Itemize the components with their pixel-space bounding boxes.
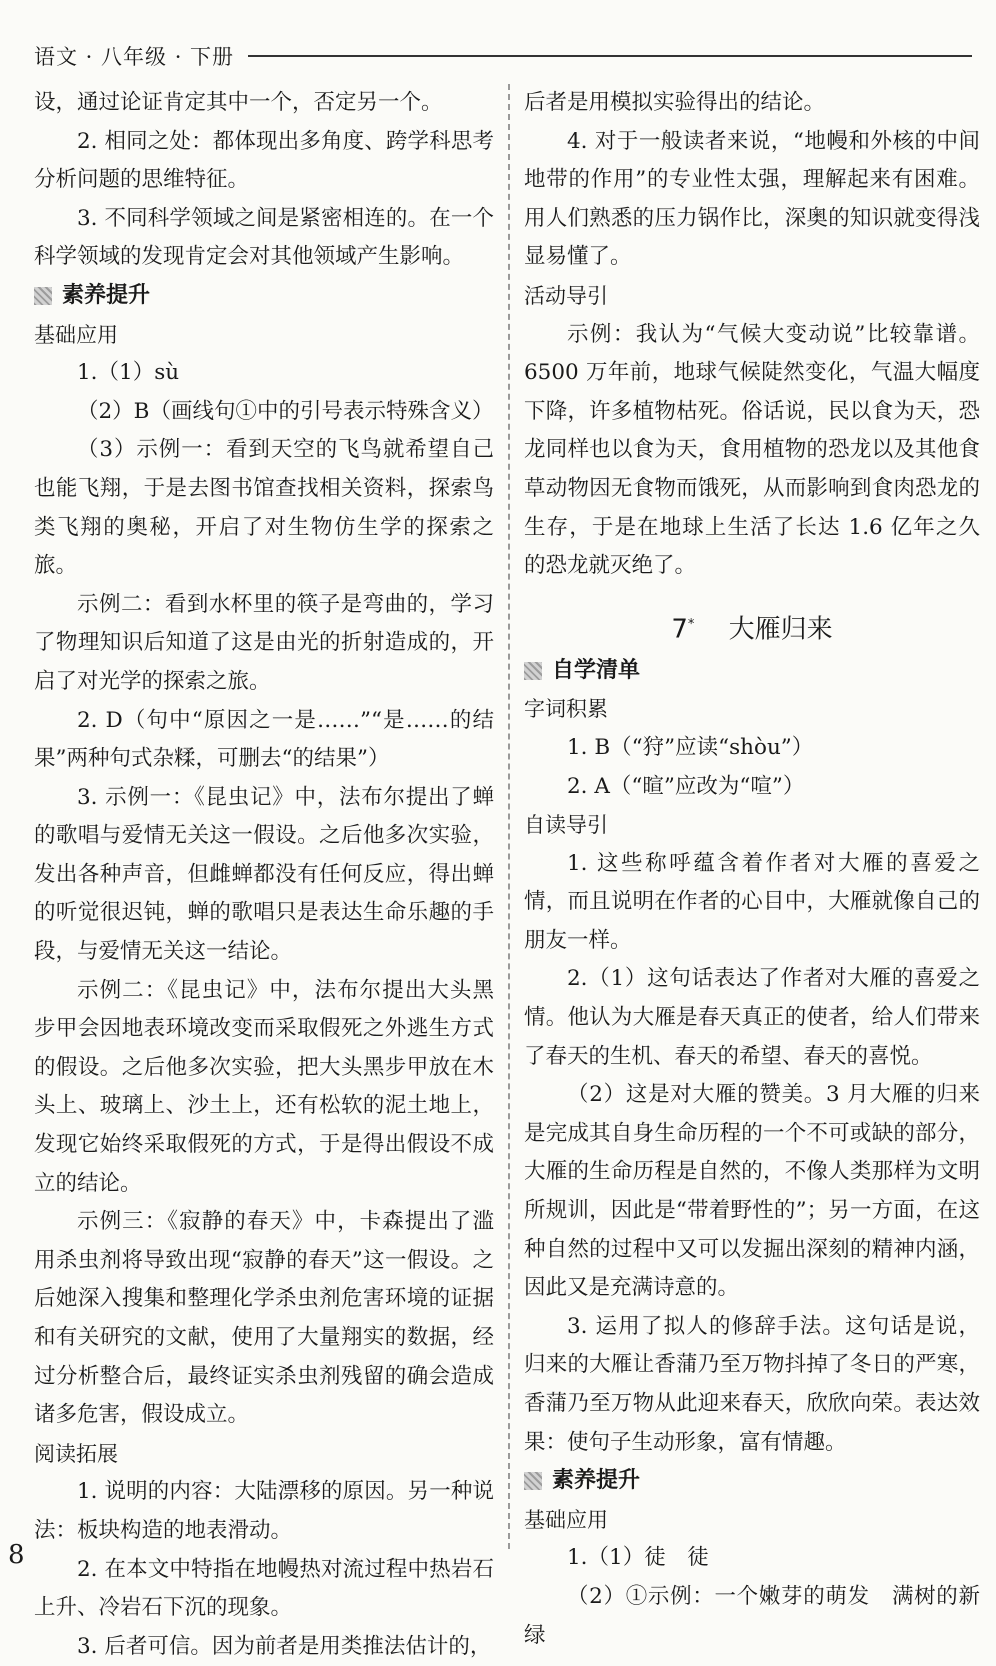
answer-paragraph: 示例：我认为“气候大变动说”比较靠谱。6500 万年前，地球气候陡然变化，气温大幅度下降，许多植物枯死。俗话说，民以食为天，恐龙同样也以食为天，食用植物的恐龙以及其他食草动物因无食物而饿死，从而影响到食肉恐龙的生存，于是在地球上生活了长达 1.6 亿年之久的恐龙就灭绝了。 bbox=[524, 321, 980, 579]
page-number: 8 bbox=[8, 1540, 25, 1570]
answer-paragraph: 2. D（句中“原因之一是……”“是……的结果”两种句式杂糅，可删去“的结果”） bbox=[34, 707, 494, 772]
answer-paragraph: 示例三：《寂静的春天》中，卡森提出了滥用杀虫剂将导致出现“寂静的春天”这一假设。之后她深入搜集和整理化学杀虫剂危害环境的证据和有关研究的文献，使用了大量翔实的数据，经过分析整合后，最终证实杀虫剂残留的确会造成诸多危害，假设成立。 bbox=[34, 1209, 494, 1428]
section-heading bbox=[524, 1462, 980, 1501]
answer-paragraph: （2）①示例：一个嫩芽的萌发 满树的新绿 bbox=[524, 1583, 980, 1648]
answer-paragraph: 2. A（“暄”应改为“喧”） bbox=[567, 773, 805, 799]
section-heading-text: 素养提升 bbox=[552, 1468, 641, 1494]
section-marker-icon bbox=[524, 1472, 542, 1490]
answer-paragraph: 3. 后者可信。因为前者是用类推法估计的， bbox=[77, 1633, 492, 1659]
answer-paragraph: 1.（1）sù bbox=[77, 360, 180, 386]
answer-paragraph: 设，通过论证肯定其中一个，否定另一个。 bbox=[34, 90, 443, 115]
answer-paragraph: 示例二：看到水杯里的筷子是弯曲的，学习了物理知识后知道了这是由光的折射造成的，开启了对光学的探索之旅。 bbox=[34, 591, 494, 694]
subsection-label: 字词积累 bbox=[524, 697, 608, 722]
answer-paragraph: 4. 对于一般读者来说，“地幔和外核的中间地带的作用”的专业性太强，理解起来有困难。用人们熟悉的压力锅作比，深奥的知识就变得浅显易懂了。 bbox=[524, 128, 980, 270]
lesson-title bbox=[524, 586, 980, 652]
answer-paragraph: 3. 不同科学领域之间是紧密相连的。在一个科学领域的发现肯定会对其他领域产生影响。 bbox=[34, 205, 494, 270]
running-header bbox=[34, 38, 972, 74]
answer-paragraph: （2）这是对大雁的赞美。3 月大雁的归来是完成其自身生命历程的一个不可或缺的部分，大雁的生命历程是自然的，不像人类那样为文明所规训，因此是“带着野性的”；另一方面，在这种自然的过程中又可以发掘出深刻的精神内涵，因此又是充满诗意的。 bbox=[524, 1082, 980, 1301]
section-heading bbox=[34, 277, 494, 316]
right-column bbox=[524, 84, 980, 1655]
section-marker-icon bbox=[524, 662, 542, 680]
answer-paragraph: 3. 运用了拟人的修辞手法。这句话是说，归来的大雁让香蒲乃至万物抖掉了冬日的严寒，香蒲乃至万物从此迎来春天，欣欣向荣。表达效果：使句子生动形象，富有情趣。 bbox=[524, 1313, 980, 1455]
subsection-label: 基础应用 bbox=[524, 1507, 608, 1532]
left-column bbox=[34, 84, 494, 1666]
answer-paragraph: 1. 这些称呼蕴含着作者对大雁的喜爱之情，而且说明在作者的心目中，大雁就像自己的朋友一样。 bbox=[524, 850, 980, 953]
answer-paragraph: 示例二：《昆虫记》中，法布尔提出大头黑步甲会因地表环境改变而采取假死之外逃生方式的假设。之后他多次实验，把大头黑步甲放在木头上、玻璃上、沙土上，还有松软的泥土地上，发现它始终采取假死的方式，于是得出假设不成立的结论。 bbox=[34, 977, 494, 1196]
section-marker-icon bbox=[34, 287, 52, 305]
answer-paragraph: 后者是用模拟实验得出的结论。 bbox=[524, 90, 826, 115]
subsection-label: 基础应用 bbox=[34, 322, 118, 347]
header-title: 语文 · 八年级 · 下册 bbox=[34, 45, 235, 69]
subsection-label: 自读导引 bbox=[524, 813, 608, 838]
lesson-number: 7 bbox=[671, 614, 688, 645]
section-heading bbox=[524, 652, 980, 691]
answer-paragraph: 3. 示例一：《昆虫记》中，法布尔提出了蝉的歌唱与爱情无关这一假设。之后他多次实验，发出各种声音，但雌蝉都没有任何反应，得出蝉的听觉很迟钝，蝉的歌唱只是表达生命乐趣的手段，与爱情无关这一结论。 bbox=[34, 784, 494, 965]
section-heading-text: 素养提升 bbox=[62, 282, 151, 308]
answer-paragraph: 2. 在本文中特指在地幔热对流过程中热岩石上升、冷岩石下沉的现象。 bbox=[34, 1556, 494, 1621]
answer-paragraph: 2. 相同之处：都体现出多角度、跨学科思考分析问题的思维特征。 bbox=[34, 128, 494, 193]
answer-paragraph: 1. 说明的内容：大陆漂移的原因。另一种说法：板块构造的地表滑动。 bbox=[34, 1479, 494, 1543]
lesson-asterisk: * bbox=[687, 616, 695, 632]
lesson-name: 大雁归来 bbox=[728, 614, 833, 645]
answer-paragraph: 1. B（“狩”应读“shòu”） bbox=[567, 734, 814, 760]
answer-paragraph: 2.（1）这句话表达了作者对大雁的喜爱之情。他认为大雁是春天真正的使者，给人们带来了春天的生机、春天的希望、春天的喜悦。 bbox=[524, 966, 980, 1069]
answer-paragraph: （3）示例一：看到天空的飞鸟就希望自己也能飞翔，于是去图书馆查找相关资料，探索鸟类飞翔的奥秘，开启了对生物仿生学的探索之旅。 bbox=[34, 437, 494, 579]
answer-paragraph: 1.（1）徒 徒 bbox=[567, 1545, 709, 1571]
header-rule bbox=[248, 55, 972, 57]
subsection-label: 阅读拓展 bbox=[34, 1441, 118, 1466]
subsection-label: 活动导引 bbox=[524, 283, 608, 308]
section-heading-text: 自学清单 bbox=[552, 657, 641, 683]
answer-paragraph: （2）B（画线句①中的引号表示特殊含义） bbox=[77, 398, 494, 424]
column-divider bbox=[508, 84, 510, 1549]
